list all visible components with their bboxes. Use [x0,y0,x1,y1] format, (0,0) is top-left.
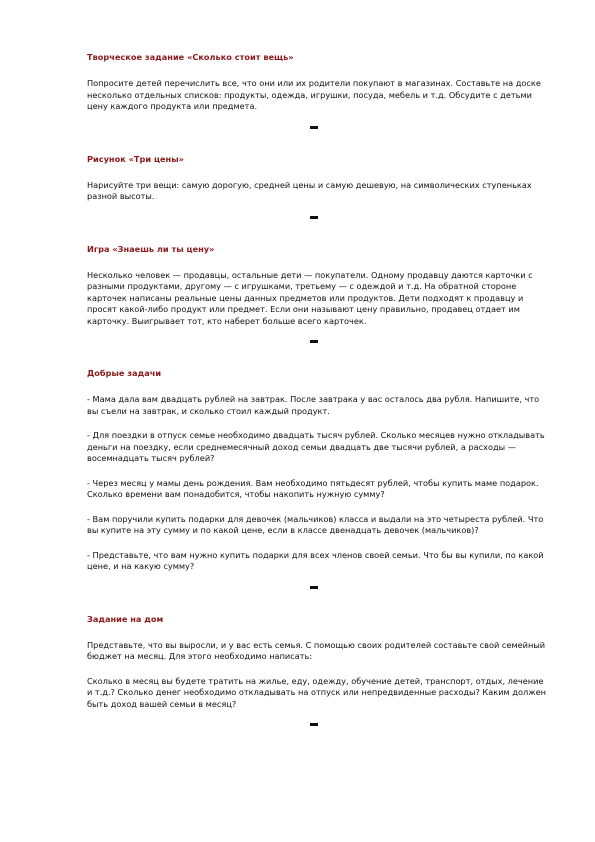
section-separator [310,216,318,219]
section-three-prices [87,154,549,219]
paragraph: Попросите детей перечислить все, что они или их родители покупают в магазинах. Составьте на доске несколько отдельных списков: продукты, одежда, игрушки, посуда, мебель и т.д. Обсудите с детьми цену каждого продукта или предмета. [87,78,541,111]
section-separator [310,723,318,726]
paragraph: Нарисуйте три вещи: самую дорогую, средней цены и самую дешевую, на символических ступеньках разной высоты. [87,179,532,201]
section-heading: Задание на дом [87,613,164,624]
section-creative-task [87,52,549,129]
paragraph: Несколько человек — продавцы, остальные дети — покупатели. Одному продавцу даются карточки с разными продуктами, другому — с игрушками, третьему — с одеждой и т.д. На обратной стороне карточек написаны реальные цены данных предметов или продуктов. Дети подходят к продавцу и просят какой-либо продукт или предмет. Если они называют цену правильно, продавец отдает им карточку. Выигрывает тот, кто наберет больше всего карточек. [87,269,533,326]
task-item: - Через месяц у мамы день рождения. Вам необходимо пятьдесят рублей, чтобы купить маме подарок. Сколько времени вам понадобится, чтобы накопить нужную сумму? [87,477,539,499]
section-heading: Творческое задание «Сколько стоит вещь» [87,52,294,62]
task-item: - Для поездки в отпуск семье необходимо двадцать тысяч рублей. Сколько месяцев нужно откладывать деньги на поездку, если среднемесячный доход семьи двадцать две тысячи рублей, а расходы — восемнадцать тысяч рублей? [87,430,545,463]
document-page [87,52,549,751]
paragraph: Представьте, что вы выросли, и у вас есть семья. С помощью своих родителей составьте свой семейный бюджет на месяц. Для этого необходимо написать: [87,639,546,661]
section-kind-tasks [87,368,549,589]
section-price-game [87,244,549,344]
section-separator [310,126,318,129]
section-heading: Игра «Знаешь ли ты цену» [87,243,215,254]
task-item: - Представьте, что вам нужно купить подарки для всех членов своей семьи. Что бы вы купили, по какой цене, и на какую сумму? [87,549,544,571]
section-heading: Добрые задачи [87,368,162,378]
task-item: - Вам поручили купить подарки для девочек (мальчиков) класса и выдали на это четыреста рублей. Что вы купите на эту сумму и по какой цене, если в классе двенадцать девочек (мальчиков)? [87,513,544,535]
task-item: - Мама дала вам двадцать рублей на завтрак. После завтрака у вас осталось два рубля. Напишите, что вы съели на завтрак, и сколько стоил каждый продукт. [87,394,540,416]
paragraph: Сколько в месяц вы будете тратить на жилье, еду, одежду, обучение детей, транспорт, отдых, лечение и т.д.? Сколько денег необходимо откладывать на отпуск или непредвиденные расходы? Каким должен быть доход вашей семьи в месяц? [87,675,546,709]
section-heading: Рисунок «Три цены» [87,153,184,164]
section-separator [310,586,318,589]
section-separator [310,340,318,343]
section-homework [87,614,549,727]
